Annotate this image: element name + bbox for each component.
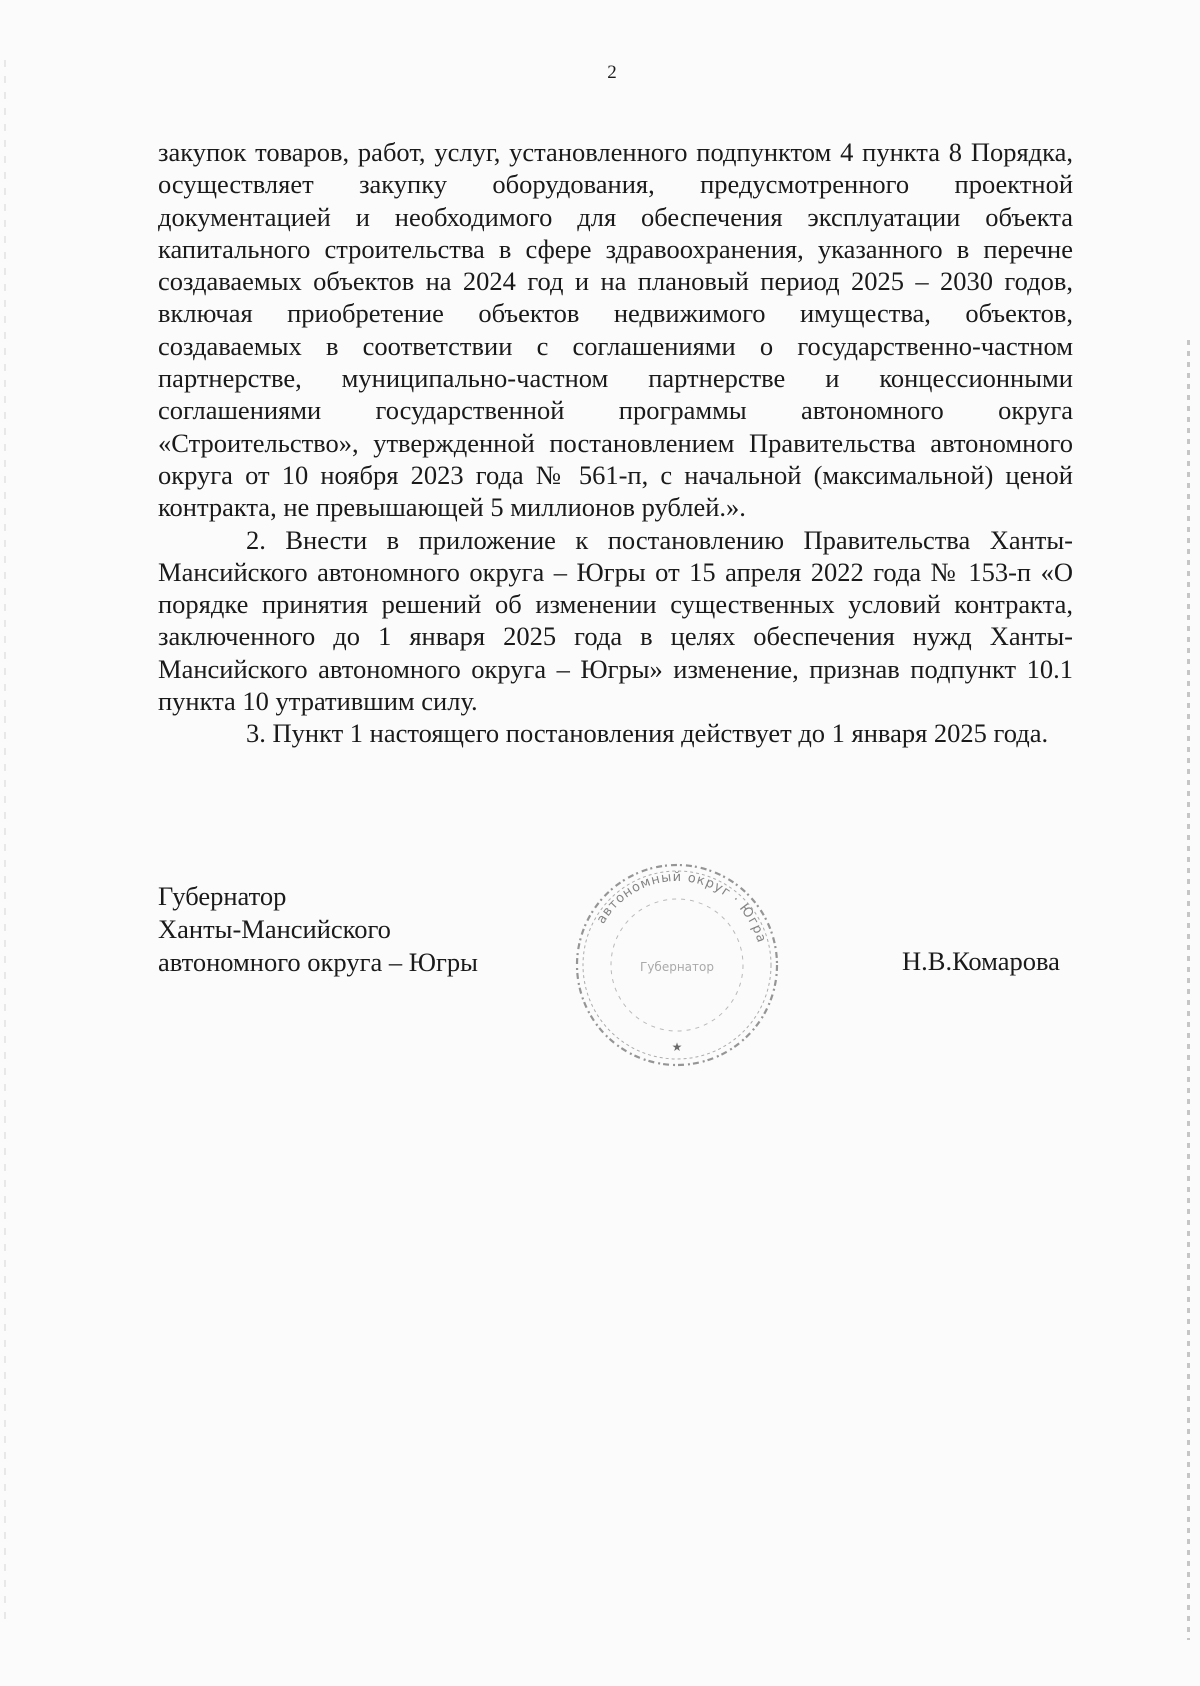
seal-center-text: Губернатор <box>640 960 714 974</box>
signatory-title-line-1: Губернатор <box>158 881 287 911</box>
paragraph-continuation: закупок товаров, работ, услуг, установленного подпунктом 4 пункта 8 Порядка, осуществляет закупку оборудования, предусмотренного проектной документацией и необходимого для обеспечения эксплуатации объекта капитального строительства в сфере здравоохранения, указанного в перечне создаваемых объектов на 2024 год и на плановый период 2025 – 2030 годов, включая приобретение объектов недвижимого имущества, объектов, создаваемых в соответствии с соглашениями о государственно-частном партнерстве, муниципально-частном партнерстве и концессионными соглашениями государственной программы автономного округа «Строительство», утвержденной постановлением Правительства автономного округа от 10 ноября 2023 года № 561-п, с начальной (максимальной) ценой контракта, не превышающей 5 миллионов рублей.». <box>158 137 1073 523</box>
seal-ring-text: автономный округ · Югра <box>593 869 769 946</box>
paragraph-item-3: 3. Пункт 1 настоящего постановления действует до 1 января 2025 года. <box>246 718 1049 749</box>
scan-edge-right <box>1187 340 1190 1640</box>
scan-edge-left <box>4 60 6 1620</box>
signatory-title-line-3: автономного округа – Югры <box>158 947 478 977</box>
signatory-title-line-2: Ханты-Мансийского <box>158 914 391 944</box>
signatory-title <box>158 880 478 979</box>
official-seal-stamp <box>567 855 787 1075</box>
paragraph-item-2: 2. Внести в приложение к постановлению Правительства Ханты-Мансийского автономного округа – Югры от 15 апреля 2022 года № 153-п «О порядке принятия решений об изменении существенных условий контракта, заключенного до 1 января 2025 года в целях обеспечения нужд Ханты-Мансийского автономного округа – Югры» изменение, признав подпункт 10.1 пункта 10 утратившим силу. <box>158 524 1073 717</box>
seal-star-icon: ★ <box>671 1040 683 1054</box>
page-number: 2 <box>607 62 617 83</box>
seal-graphic <box>567 855 787 1075</box>
document-body <box>158 136 1073 750</box>
signatory-name: Н.В.Комарова <box>902 946 1060 976</box>
